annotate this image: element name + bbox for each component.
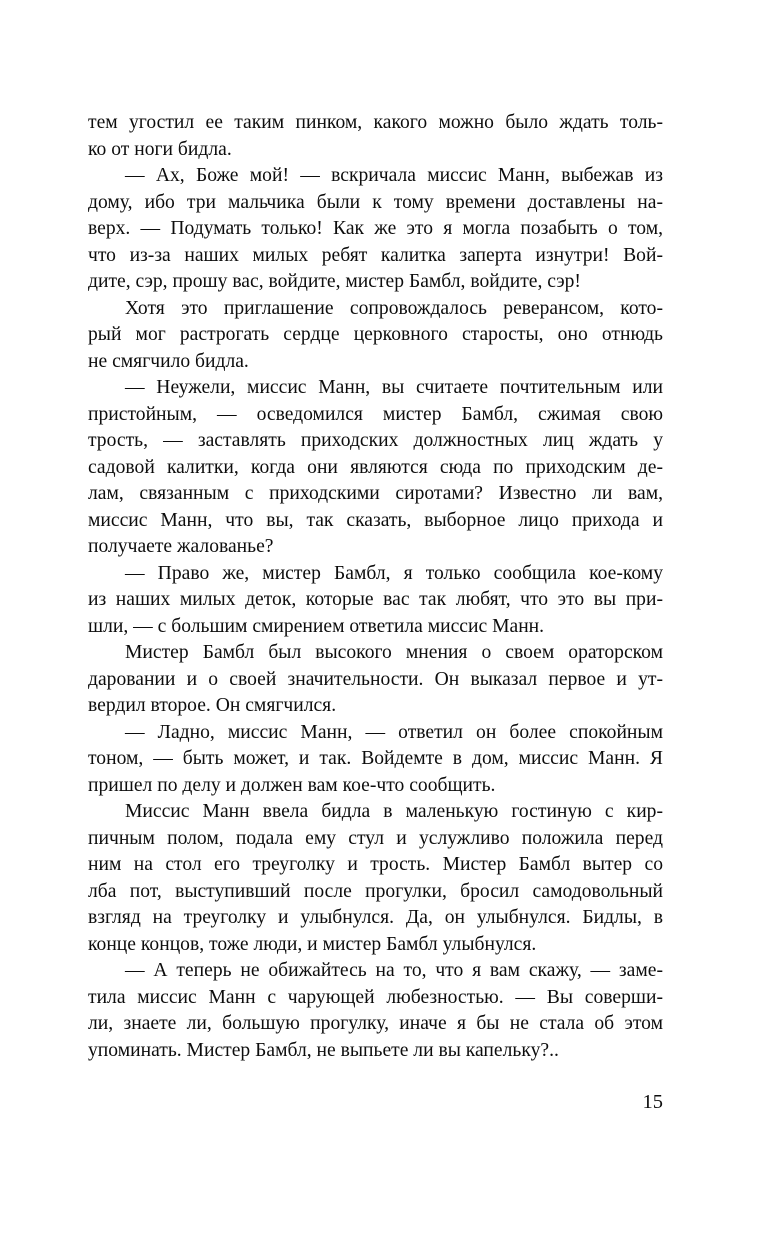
text-line: пристойным, — осведомился мистер Бамбл, сжимая свою [88, 403, 663, 425]
paragraph-6 [88, 640, 663, 720]
text-line: пичным полом, подала ему стул и услужливо положила перед [88, 827, 663, 849]
text-line: дите, сэр, прошу вас, войдите, мистер Бамбл, войдите, сэр! [88, 271, 581, 292]
text-line: тила миссис Манн с чарующей любезностью. — Вы соверши- [88, 986, 663, 1008]
text-line: шли, — с большим смирением ответила миссис Манн. [88, 615, 545, 637]
text-line: что из-за наших милых ребят калитка заперта изнутри! Вой- [88, 244, 663, 266]
text-line: верх. — Подумать только! Как же это я могла позабыть о том, [88, 218, 663, 239]
text-line: лба пот, выступивший после прогулки, бросил самодовольный [88, 880, 663, 902]
text-line: получаете жалованье? [88, 536, 274, 557]
text-line: даровании и о своей значительности. Он выказал первое и ут- [88, 668, 663, 690]
text-line: Миссис Манн ввела бидла в маленькую гостиную с кир- [125, 801, 663, 822]
text-line: Мистер Бамбл был высокого мнения о своем ораторском [125, 642, 663, 663]
text-line: ли, знаете ли, большую прогулку, иначе я бы не стала об этом [88, 1013, 663, 1034]
text-line: тоном, — быть может, и так. Войдемте в дом, миссис Манн. Я [88, 748, 663, 769]
text-line: не смягчило бидла. [88, 350, 249, 372]
text-line: — Ах, Боже мой! — вскричала миссис Манн, выбежав из [125, 165, 663, 186]
paragraph-3 [88, 296, 663, 376]
text-line: Хотя это приглашение сопровождалось реверансом, кото- [125, 297, 663, 319]
text-line: — Неужели, миссис Манн, вы считаете почтительным или [125, 377, 663, 398]
paragraph-2 [88, 163, 663, 296]
text-line: — А теперь не обижайтесь на то, что я вам скажу, — заме- [125, 960, 663, 981]
text-line: — Ладно, миссис Манн, — ответил он более спокойным [125, 721, 663, 743]
text-line: из наших милых деток, которые вас так любят, что это вы при- [88, 589, 663, 610]
text-line: миссис Манн, что вы, так сказать, выборное лицо прихода и [88, 509, 663, 531]
paragraph-5 [88, 561, 663, 641]
text-line: вердил второе. Он смягчился. [88, 695, 337, 716]
text-line: садовой калитки, когда они являются сюда по приходским де- [88, 456, 663, 478]
paragraph-4 [88, 375, 663, 561]
paragraph-8 [88, 799, 663, 958]
text-line: ко от ноги бидла. [88, 138, 232, 160]
text-line: взгляд на треуголку и улыбнулся. Да, он улыбнулся. Бидлы, в [88, 907, 663, 928]
text-line: упоминать. Мистер Бамбл, не выпьете ли вы капельку?.. [88, 1039, 559, 1061]
paragraph-7 [88, 720, 663, 800]
text-line: трость, — заставлять приходских должностных лиц ждать у [88, 430, 663, 451]
text-line: — Право же, мистер Бамбл, я только сообщила кое-кому [125, 562, 663, 584]
text-line: тем угостил ее таким пинком, какого можно было ждать толь- [88, 112, 663, 133]
paragraph-9 [88, 958, 663, 1064]
page-number: 15 [642, 1091, 663, 1113]
text-line: рый мог растрогать сердце церковного старосты, оно отнюдь [88, 324, 663, 345]
text-line: ним на стол его треуголку и трость. Мистер Бамбл вытер со [88, 854, 663, 875]
text-line: пришел по делу и должен вам кое-что сообщить. [88, 774, 496, 796]
text-line: дому, ибо три мальчика были к тому времени доставлены на- [88, 191, 663, 213]
text-line: конце концов, тоже люди, и мистер Бамбл улыбнулся. [88, 933, 537, 955]
text-line: лам, связанным с приходскими сиротами? Известно ли вам, [88, 483, 663, 504]
paragraph-1 [88, 110, 663, 163]
page-text [88, 110, 663, 1064]
